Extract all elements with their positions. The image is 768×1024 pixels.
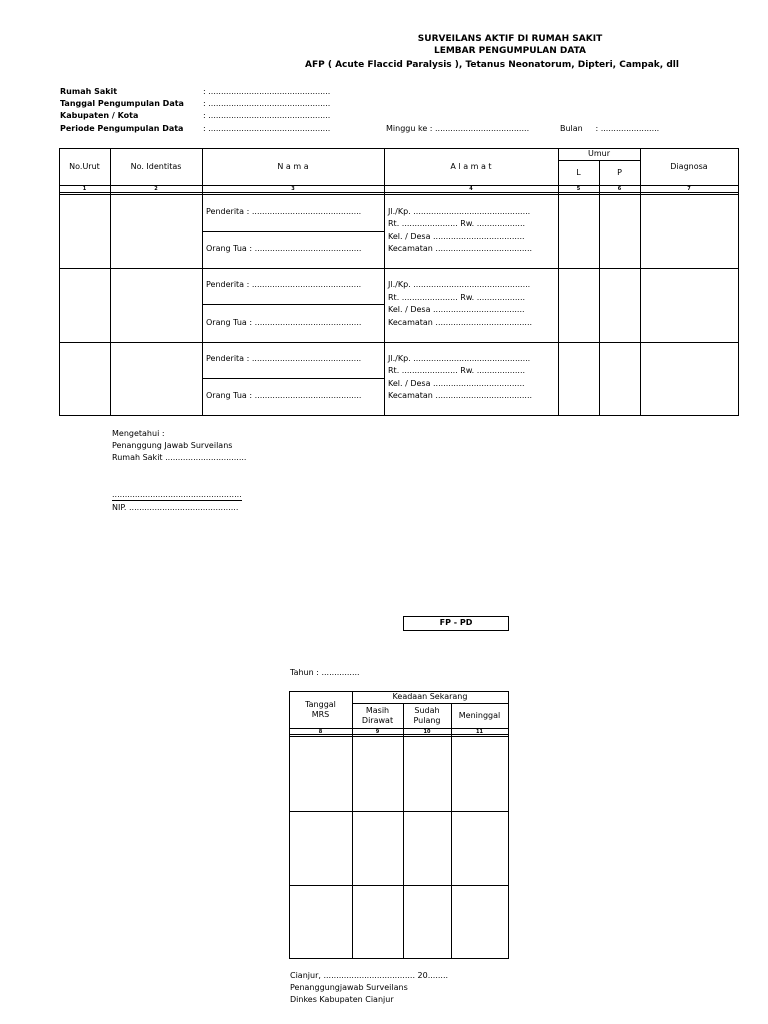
signature2-title: Penanggungjawab Surveilans [290, 983, 408, 992]
title-line-2: LEMBAR PENGUMPULAN DATA [433, 46, 587, 56]
field-kecamatan[interactable]: Kecamatan ...................................... [388, 244, 533, 253]
field-kel-desa[interactable]: Kel. / Desa .................................... [388, 232, 525, 241]
header-diagnosa: Diagnosa [670, 162, 708, 171]
col-number: 10 [423, 729, 431, 735]
header-l: L [576, 168, 581, 177]
field-kecamatan[interactable]: Kecamatan ...................................... [388, 391, 533, 400]
field-orang-tua[interactable]: Orang Tua : .......................................... [206, 244, 362, 253]
header-meninggal: Meninggal [458, 711, 501, 720]
field-jl[interactable]: Jl./Kp. .............................................. [388, 280, 531, 289]
label-periode: Periode Pengumpulan Data [60, 124, 184, 133]
field-jl[interactable]: Jl./Kp. .............................................. [388, 207, 531, 216]
col-number: 9 [375, 729, 380, 735]
field-periode[interactable]: : ................................................ [203, 124, 331, 133]
field-kel-desa[interactable]: Kel. / Desa .................................... [388, 379, 525, 388]
header-alamat: A l a m a t [450, 162, 492, 171]
signature-rumah-sakit[interactable]: Rumah Sakit ................................ [112, 453, 247, 462]
title-line-1: SURVEILANS AKTIF DI RUMAH SAKIT [417, 34, 603, 44]
field-penderita[interactable]: Penderita : ........................................... [206, 207, 362, 216]
field-tanggal[interactable]: : ................................................ [203, 99, 331, 108]
col-number: 5 [576, 186, 581, 192]
field-bulan[interactable]: Bulan : ....................... [560, 124, 660, 133]
form-code-box: FP - PD [403, 616, 509, 631]
field-rumah-sakit[interactable]: : ................................................ [203, 87, 331, 96]
header-no-urut: No.Urut [69, 162, 100, 171]
field-rt-rw[interactable]: Rt. ...................... Rw. ................... [388, 293, 526, 302]
header-sudah-pulang: Sudah Pulang [413, 706, 441, 725]
field-tahun[interactable]: Tahun : ............... [290, 668, 360, 677]
col-number: 11 [476, 729, 483, 735]
field-orang-tua[interactable]: Orang Tua : .......................................... [206, 391, 362, 400]
label-tanggal: Tanggal Pengumpulan Data [60, 99, 184, 108]
field-kel-desa[interactable]: Kel. / Desa .................................... [388, 305, 525, 314]
header-keadaan-sekarang: Keadaan Sekarang [392, 692, 468, 701]
field-rt-rw[interactable]: Rt. ...................... Rw. ................... [388, 219, 526, 228]
title-line-3: AFP ( Acute Flaccid Paralysis ), Tetanus Neonatorum, Dipteri, Campak, dll [305, 60, 679, 70]
col-number: 6 [617, 186, 622, 192]
col-number: 7 [687, 186, 691, 192]
field-minggu[interactable]: Minggu ke : ..................................... [386, 124, 530, 133]
header-no-identitas: No. Identitas [130, 162, 182, 171]
field-kecamatan[interactable]: Kecamatan ...................................... [388, 318, 533, 327]
col-number: 4 [469, 186, 473, 192]
col-number: 2 [154, 186, 158, 192]
label-rumah-sakit: Rumah Sakit [60, 87, 118, 96]
field-nip[interactable]: NIP. ........................................... [112, 503, 239, 512]
signature-line[interactable]: ................................................... [112, 490, 242, 499]
signature-mengetahui: Mengetahui : [112, 429, 165, 438]
col-number: 1 [82, 186, 87, 192]
col-number: 3 [291, 186, 295, 192]
field-penderita[interactable]: Penderita : ........................................... [206, 280, 362, 289]
header-masih-dirawat: Masih Dirawat [361, 706, 394, 725]
header-tanggal-mrs: Tanggal MRS [305, 700, 336, 719]
signature2-institution: Dinkes Kabupaten Cianjur [290, 995, 394, 1004]
header-umur: Umur [587, 149, 610, 158]
field-jl[interactable]: Jl./Kp. .............................................. [388, 354, 531, 363]
field-cianjur-date[interactable]: Cianjur, .................................... 20........ [290, 971, 449, 980]
header-p: P [617, 168, 622, 177]
header-nama: N a m a [277, 162, 309, 171]
label-kabupaten: Kabupaten / Kota [60, 111, 139, 120]
field-rt-rw[interactable]: Rt. ...................... Rw. ................... [388, 366, 526, 375]
signature-penanggung-jawab: Penanggung Jawab Surveilans [112, 441, 233, 450]
field-orang-tua[interactable]: Orang Tua : .......................................... [206, 318, 362, 327]
field-penderita[interactable]: Penderita : ........................................... [206, 354, 362, 363]
field-kabupaten[interactable]: : ................................................ [203, 111, 331, 120]
col-number: 8 [318, 729, 323, 735]
